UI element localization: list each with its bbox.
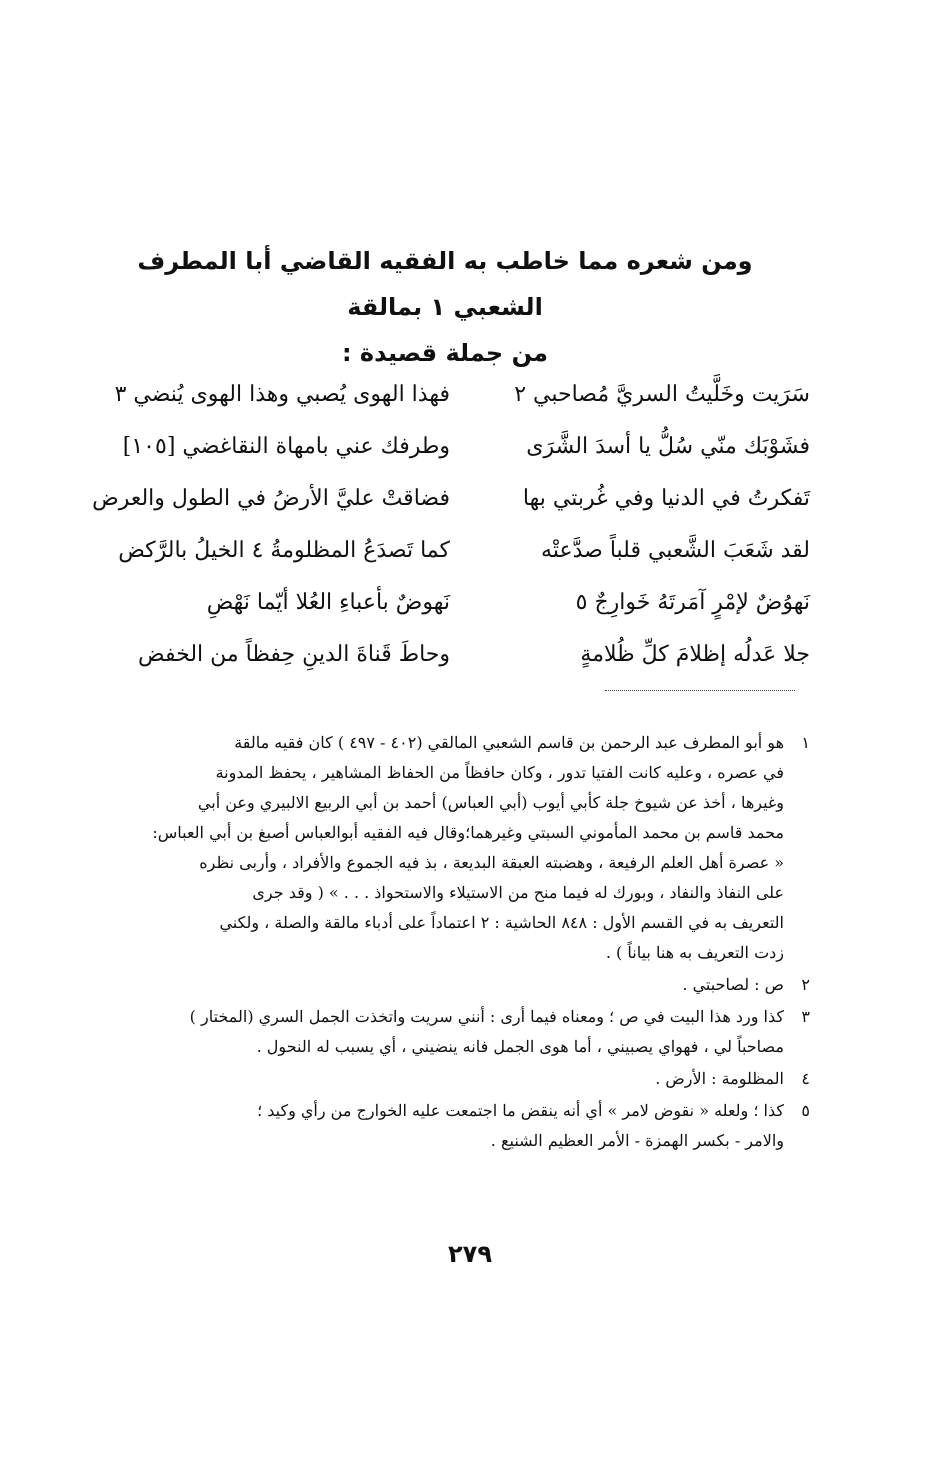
footnote-line: في عصره ، وعليه كانت الفتيا تدور ، وكان حافظاً من الحفاظ المشاهير ، يحفظ المدونة <box>215 763 784 782</box>
poem <box>92 368 810 680</box>
poem-verse <box>130 628 810 680</box>
footnote-line: والامر - بكسر الهمزة - الأمر العظيم الشنيع . <box>490 1131 784 1150</box>
footnote-line: وغيرها ، أخذ عن شيوخ جلة كأبي أيوب (أبي العباس) أحمد بن أبي الربيع الالبيري وعن أبي <box>197 793 784 812</box>
footnote-number: ٤ <box>801 1069 810 1088</box>
footnote-line: المظلومة : الأرض . <box>655 1069 784 1088</box>
footnote <box>130 1096 810 1156</box>
footnote-text <box>130 1064 784 1094</box>
verse-second-hemistich: فضاقتْ عليَّ الأرضُ في الطول والعرض <box>92 485 450 511</box>
verse-second-hemistich: فهذا الهوى يُصبي وهذا الهوى يُنضي ٣ <box>114 381 450 407</box>
verse-second-hemistich: وطرفك عني بامهاة النقاغضي [١٠٥] <box>122 433 450 459</box>
footnote-text <box>130 970 784 1000</box>
poem-verse <box>114 368 810 420</box>
poem-heading <box>120 238 770 376</box>
page-number: ٢٧٩ <box>448 1240 492 1268</box>
verse-first-hemistich: فشَوْبَك منّي سُلُّ يا أسدَ الشَّرَى <box>526 433 810 459</box>
footnote-line: كذا ورد هذا البيت في ص ؛ ومعناه فيما أرى : أنني سريت واتخذت الجمل السري (المختار ) <box>189 1007 784 1026</box>
footnote-text <box>130 1002 784 1062</box>
poem-verse <box>122 420 810 472</box>
footnote-text <box>130 728 784 968</box>
verse-first-hemistich: تَفكرتُ في الدنيا وفي غُربتي بها <box>522 485 810 511</box>
verse-second-hemistich: وحاطَ قَناةَ الدينِ حِفظاً من الخفض <box>138 641 450 667</box>
footnote-line: زدت التعريف به هنا بياناً ) . <box>605 943 784 962</box>
footnote-line: مصاحباً لي ، فهواي يصبيني ، أما هوى الجمل فانه ينضيني ، أي يسبب له النحول . <box>256 1037 784 1056</box>
verse-first-hemistich: سَرَيت وخَلَّيتُ السريَّ مُصاحبي ٢ <box>514 381 810 407</box>
verse-second-hemistich: نَهوضٌ بأعباءِ العُلا أيّما نَهْضِ <box>206 589 450 615</box>
poem-verse <box>118 524 810 576</box>
footnote <box>130 728 810 968</box>
verse-first-hemistich: جلا عَدلُه إظلامَ كلِّ ظُلامةٍ <box>580 641 810 667</box>
footnote-divider <box>605 690 795 691</box>
footnote <box>130 970 810 1000</box>
footnote-line: هو أبو المطرف عبد الرحمن بن قاسم الشعبي المالقي (٤٠٢ - ٤٩٧ ) كان فقيه مالقة <box>234 733 784 752</box>
footnote-line: التعريف به في القسم الأول : ٨٤٨ الحاشية : ٢ اعتماداً على أدباء مالقة والصلة ، ولكني <box>219 913 784 932</box>
footnote-number: ١ <box>801 733 810 752</box>
verse-second-hemistich: كما تَصدَعُ المظلومةُ ٤ الخيلُ بالرَّكض <box>118 537 450 563</box>
footnote-line: كذا ؛ ولعله « نقوض لامر » أي أنه ينقض ما اجتمعت عليه الخوارج من رأي وكيد ؛ <box>257 1101 784 1120</box>
heading-line-1: ومن شعره مما خاطب به الفقيه القاضي أبا المطرف الشعبي ١ بمالقة <box>137 247 753 321</box>
footnote-line: « عصرة أهل العلم الرفيعة ، وهضبته العبقة البديعة ، بذ فيه الجموع والأفراد ، وأربى نظره <box>199 853 784 872</box>
footnote <box>130 1064 810 1094</box>
footnote-number: ٢ <box>801 975 810 994</box>
footnote <box>130 1002 810 1062</box>
footnote-line: ص : لصاحبتي . <box>682 975 784 994</box>
footnote-number: ٣ <box>801 1007 810 1026</box>
footnote-text <box>130 1096 784 1156</box>
verse-first-hemistich: نَهوُضٌ لإمْرٍ آمَرتَهُ خَوارِجٌ ٥ <box>575 589 810 615</box>
footnotes <box>130 728 810 1158</box>
poem-verse <box>92 472 810 524</box>
footnote-line: محمد قاسم بن محمد المأموني السبتي وغيرهما؛وقال فيه الفقيه أبوالعباس أصبغ بن أبي العباس: <box>152 823 784 842</box>
heading-line-2: من جملة قصيدة : <box>341 339 549 367</box>
verse-first-hemistich: لقد شَعَبَ الشَّعبي قلباً صدَّعتْه <box>541 537 810 563</box>
footnote-number: ٥ <box>801 1101 810 1120</box>
footnote-line: على النفاذ والنفاد ، وبورك له فيما منح من الاستيلاء والاستحواذ . . . » ( وقد جرى <box>252 883 784 902</box>
poem-verse <box>130 576 810 628</box>
